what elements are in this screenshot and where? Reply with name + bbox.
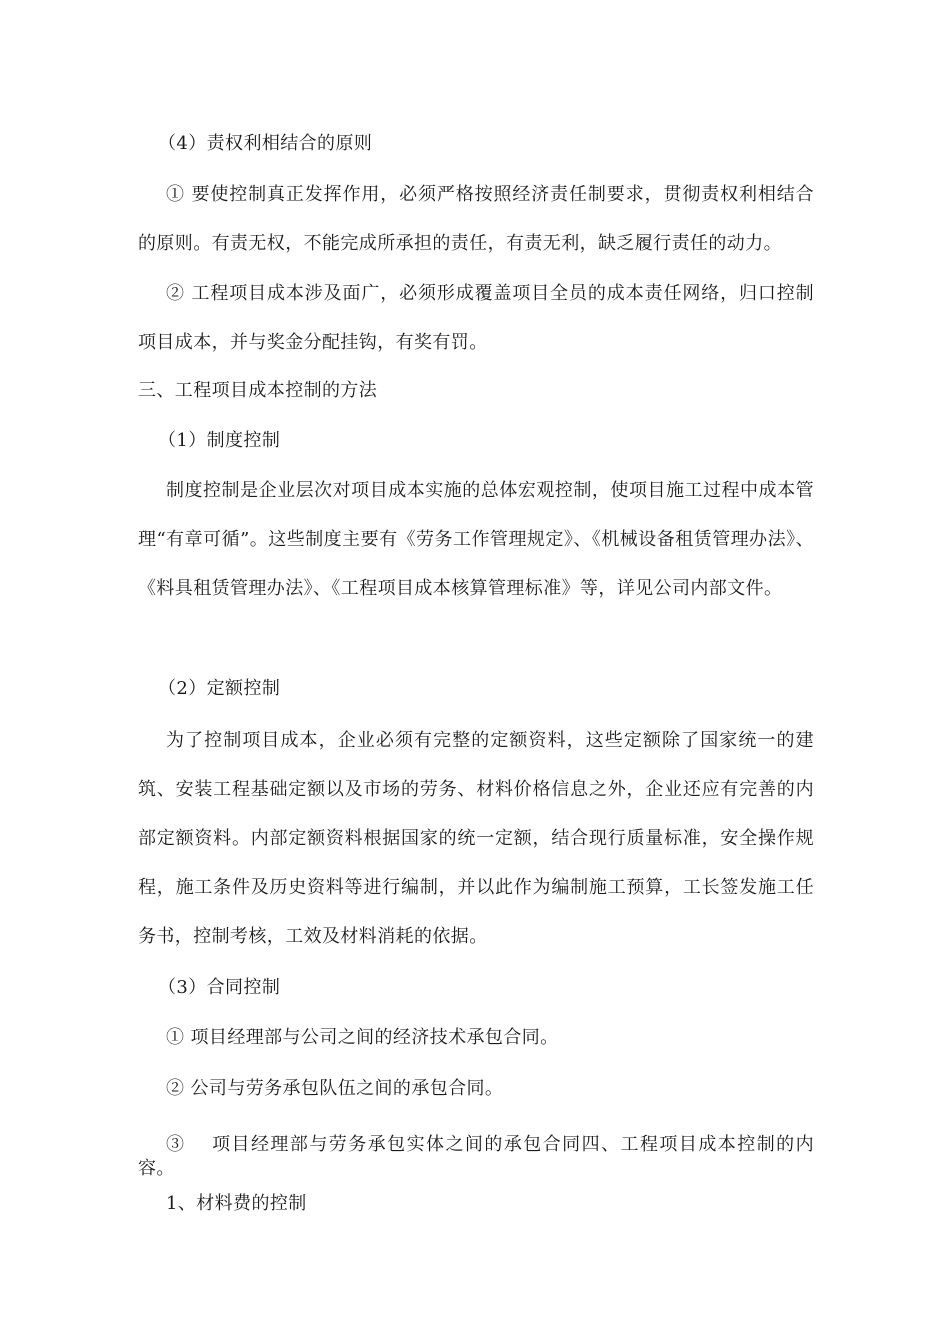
list-item-contract-2: ② 公司与劳务承包队伍之间的承包合同。: [166, 1078, 504, 1099]
section-heading-quota-control: （2）定额控制: [158, 678, 281, 699]
section-heading-responsibility-principle: （4）责权利相结合的原则: [158, 133, 373, 154]
section-heading-contract-control: （3）合同控制: [158, 977, 281, 998]
list-item-contract-3: ③ 项目经理部与劳务承包实体之间的承包合同四、工程项目成本控制的内容。: [138, 1134, 814, 1179]
list-item-contract-1: ① 项目经理部与公司之间的经济技术承包合同。: [166, 1027, 559, 1048]
section-heading-system-control: （1）制度控制: [158, 430, 281, 451]
chapter-heading-cost-control-methods: 三、工程项目成本控制的方法: [138, 380, 378, 401]
subsection-heading-material-cost-control: 1、材料费的控制: [166, 1193, 307, 1214]
paragraph-quota-control: 为了控制项目成本，企业必须有完整的定额资料，这些定额除了国家统一的建筑、安装工程基础定额以及市场的劳务、材料价格信息之外，企业还应有完善的内部定额资料。内部定额资料根据国家的统一定额，结合现行质量标准，安全操作规程，施工条件及历史资料等进行编制，并以此作为编制施工预算，工长签发施工任务书，控制考核，工效及材料消耗的依据。: [138, 730, 814, 947]
paragraph-responsibility-item-1: ① 要使控制真正发挥作用，必须严格按照经济责任制要求，贯彻责权利相结合的原则。有责无权，不能完成所承担的责任，有责无利，缺乏履行责任的动力。: [138, 184, 814, 254]
paragraph-responsibility-item-2: ② 工程项目成本涉及面广，必须形成覆盖项目全员的成本责任网络，归口控制项目成本，并与奖金分配挂钩，有奖有罚。: [138, 283, 814, 353]
paragraph-system-control: 制度控制是企业层次对项目成本实施的总体宏观控制，使项目施工过程中成本管理“有章可循”。这些制度主要有《劳务工作管理规定》、《机械设备租赁管理办法》、《料具租赁管理办法》、《工程项目成本核算管理标准》等，详见公司内部文件。: [138, 480, 814, 599]
